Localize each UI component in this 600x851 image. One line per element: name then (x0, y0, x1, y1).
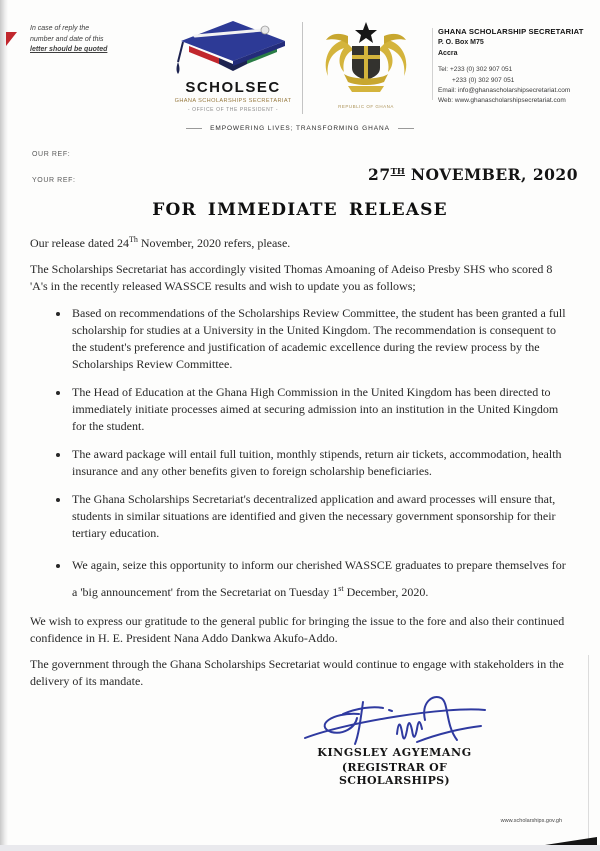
bullet-list (30, 305, 570, 604)
contact-block (438, 26, 590, 106)
reply-note (30, 24, 165, 56)
tel-number: +233 (0) 302 907 051 (452, 76, 515, 84)
scan-edge-right (588, 655, 589, 845)
letter-date (368, 165, 578, 184)
tagline (0, 125, 600, 132)
bullet-item: • Based on recommendations of the Scholarships Review Committee, the student has been granted a full scholarship for studies at a University in the United Kingdom. The recommendation is consequent to the student's preference and justification of academic excellence during the review process by the Scholarships Review Committee. (70, 305, 570, 373)
tel-number: +233 (0) 302 907 051 (449, 66, 513, 74)
scholsec-logo (166, 20, 300, 113)
coat-of-arms (310, 18, 422, 109)
ghana-coat-of-arms-icon (314, 18, 418, 98)
graduation-cap-icon (173, 20, 293, 76)
paragraph-intro: The Scholarships Secretariat has accordingly visited Thomas Amoaning of Adeiso Presby SHS who scored 8 'A's in the recently released WASSCE results and wish to update you as follows; (30, 262, 553, 293)
tagline-dash (186, 128, 202, 129)
city: Accra (438, 49, 458, 57)
paragraph-reference (30, 231, 570, 252)
bullet-text: December, 2020. (343, 585, 429, 599)
reply-note-line: number and date of this (30, 35, 104, 43)
header-divider (302, 22, 303, 114)
our-ref-label: OUR REF: (32, 151, 71, 158)
org-name: GHANA SCHOLARSHIP SECRETARIAT (438, 27, 584, 36)
letter-body (30, 231, 570, 699)
black-corner-wedge (545, 837, 597, 845)
footer-url: www.scholarships.gov.gh (500, 818, 562, 824)
bullet-item: • The Ghana Scholarships Secretariat's decentralized application and award processes will ensure that, students in similar situations are identified and given the necessary government sponsorship for their tertiary education. (70, 491, 570, 542)
paragraph-gratitude: We wish to express our gratitude to the general public for bringing the issue to the fore and also their continued confidence in H. E. President Nana Addo Dankwa Akufo-Addo. (30, 614, 565, 645)
web-line (438, 96, 590, 106)
paragraph-mandate: The government through the Ghana Scholarships Secretariat would continue to engage with stakeholders in the delivery of its mandate. (30, 657, 564, 688)
logo-subtitle: GHANA SCHOLARSHIPS SECRETARIAT (174, 98, 292, 104)
bullet-item: • The award package will entail full tuition, monthly stipends, return air tickets, accommodation, health insurance and any other benefits given to foreign scholarship beneficiaries. (70, 446, 570, 480)
tagline-text: EMPOWERING LIVES; TRANSFORMING GHANA (210, 125, 390, 132)
headline: FOR IMMEDIATE RELEASE (152, 200, 448, 220)
bullet-text: We again, seize this opportunity to inform our cherished WASSCE graduates to prepare themselves for a 'big announcement' from the Secretariat on Tuesday 1 (72, 558, 566, 599)
date-suffix: TH (390, 166, 405, 177)
tel-label: Tel: (438, 66, 449, 74)
date-day: 27 (368, 165, 391, 184)
red-corner-mark (6, 32, 17, 46)
logo-office-line: - OFFICE OF THE PRESIDENT - (187, 107, 279, 113)
crest-caption: REPUBLIC OF GHANA (338, 104, 394, 109)
bullet-item: • The Head of Education at the Ghana High Commission in the United Kingdom has been directed to immediately initiate processes aimed at securing admission into an institution in the United Kingdom for the student. (70, 384, 570, 435)
ordinal-suffix: st (338, 584, 344, 593)
bullet-item (70, 553, 570, 604)
tel-line-1 (438, 65, 590, 75)
email-label: Email: (438, 86, 457, 94)
header-divider (432, 28, 433, 100)
your-ref-label: YOUR REF: (32, 177, 76, 184)
date-rest: NOVEMBER, 2020 (404, 165, 578, 184)
signature-block (292, 690, 497, 787)
paragraph-text: Our release dated 24 (30, 236, 129, 250)
tel-line-2 (438, 76, 590, 86)
reply-note-line: In case of reply the (30, 25, 90, 32)
logo-wordmark: SCHOLSEC (185, 79, 281, 96)
signatory-title: (REGISTRAR OF SCHOLARSHIPS) (339, 761, 450, 787)
web-address: www.ghanascholarshipsecretariat.com (454, 96, 566, 104)
email-line (438, 86, 590, 96)
web-label: Web: (438, 96, 454, 104)
email-address: info@ghanascholarshipsecretariat.com (457, 86, 571, 94)
po-box: P. O. Box M75 (438, 38, 484, 46)
signatory-name: KINGSLEY AGYEMANG (317, 746, 472, 759)
signature-image (297, 690, 492, 750)
reply-note-line: letter should be quoted (30, 46, 108, 53)
paragraph-text: November, 2020 refers, please. (137, 236, 291, 250)
scan-bottom-strip (0, 845, 600, 851)
tagline-dash (398, 128, 414, 129)
ordinal-suffix: Th (128, 235, 138, 244)
